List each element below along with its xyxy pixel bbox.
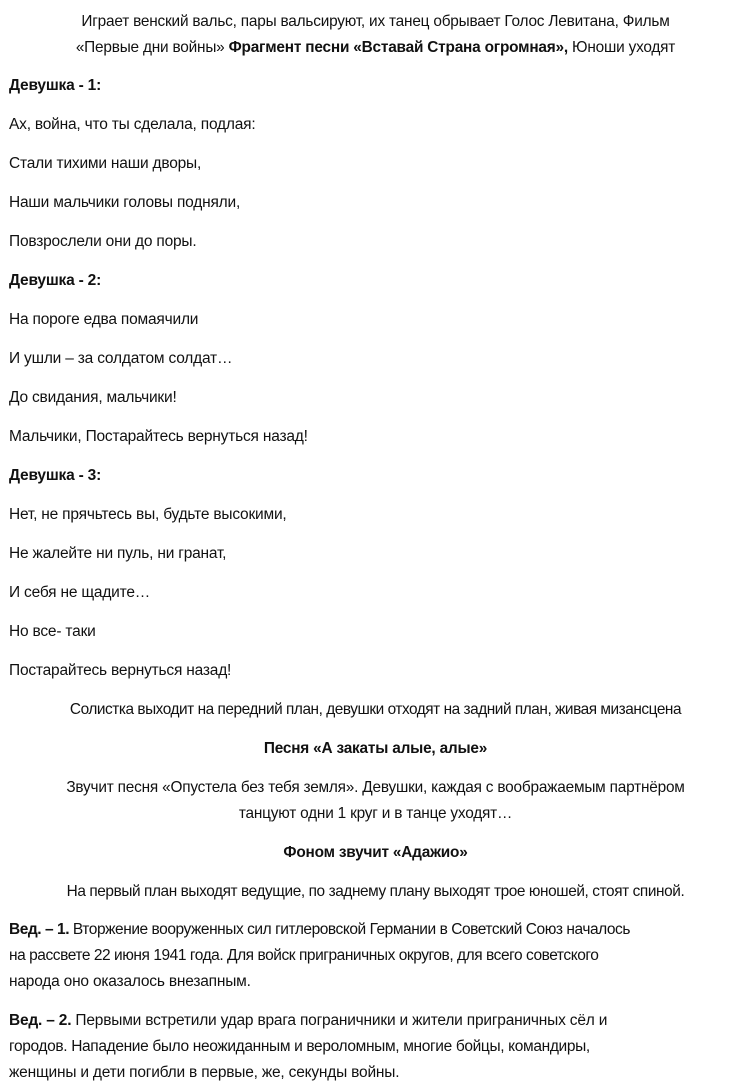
- verse-line: Повзрослели они до поры.: [9, 233, 197, 250]
- intro-youths-leave: Юноши уходят: [567, 39, 676, 56]
- verse-line: Нет, не прячьтесь вы, будьте высокими,: [9, 506, 287, 523]
- intro-line-1: Играет венский вальс, пары вальсируют, их танец обрывает Голос Левитана, Фильм: [81, 13, 670, 30]
- verse-line: На пороге едва помаячили: [9, 311, 199, 328]
- host-label: Вед. – 2.: [9, 1012, 72, 1029]
- song-title: Песня «А закаты алые, алые»: [263, 740, 488, 757]
- verse-line: И ушли – за солдатом солдат…: [9, 350, 233, 367]
- verse-line: И себя не щадите…: [9, 584, 151, 601]
- background-music: Фоном звучит «Адажио»: [283, 844, 468, 861]
- verse-line: Ах, война, что ты сделала, подлая:: [9, 116, 256, 133]
- verse-line: Постарайтесь вернуться назад!: [9, 662, 232, 679]
- host-label: Вед. – 1.: [9, 921, 70, 938]
- intro-song-fragment: Фрагмент песни «Вставай Страна огромная»,: [228, 39, 568, 56]
- verse-line: Наши мальчики головы подняли,: [9, 194, 241, 211]
- stage-direction-song-line-2: танцуют одни 1 круг и в танце уходят…: [238, 805, 513, 822]
- host-paragraph-line: на рассвете 22 июня 1941 года. Для войск приграничных округов, для всего советского: [9, 947, 599, 964]
- speaker-heading: Девушка - 2:: [9, 272, 102, 289]
- host-paragraph-line: народа оно оказалось внезапным.: [9, 973, 251, 990]
- verse-line: Мальчики, Постарайтесь вернуться назад!: [9, 428, 308, 445]
- speaker-heading: Девушка - 3:: [9, 467, 102, 484]
- stage-direction-hosts: На первый план выходят ведущие, по заднему плану выходят трое юношей, стоят спиной.: [66, 883, 685, 900]
- verse-line: Не жалейте ни пуль, ни гранат,: [9, 545, 227, 562]
- host-paragraph-line: женщины и дети погибли в первые, же, секунды войны.: [9, 1064, 400, 1081]
- stage-direction-soloist: Солистка выходит на передний план, девушки отходят на задний план, живая мизансцена: [69, 701, 682, 718]
- host-paragraph-line: Вед. – 1. Вторжение вооруженных сил гитлеровской Германии в Советский Союз началось: [9, 921, 630, 938]
- host-paragraph-line: городов. Нападение было неожиданным и вероломным, многие бойцы, командиры,: [9, 1038, 590, 1055]
- intro-line-2: [0, 38, 751, 58]
- intro-film: «Первые дни войны»: [75, 39, 229, 56]
- stage-direction-song-line-1: Звучит песня «Опустела без тебя земля». Девушки, каждая с воображаемым партнёром: [66, 779, 685, 796]
- host-paragraph-line: Вед. – 2. Первыми встретили удар врага пограничники и жители приграничных сёл и: [9, 1012, 608, 1029]
- verse-line: До свидания, мальчики!: [9, 389, 177, 406]
- speaker-heading: Девушка - 1:: [9, 77, 102, 94]
- verse-line: Стали тихими наши дворы,: [9, 155, 202, 172]
- verse-line: Но все- таки: [9, 623, 96, 640]
